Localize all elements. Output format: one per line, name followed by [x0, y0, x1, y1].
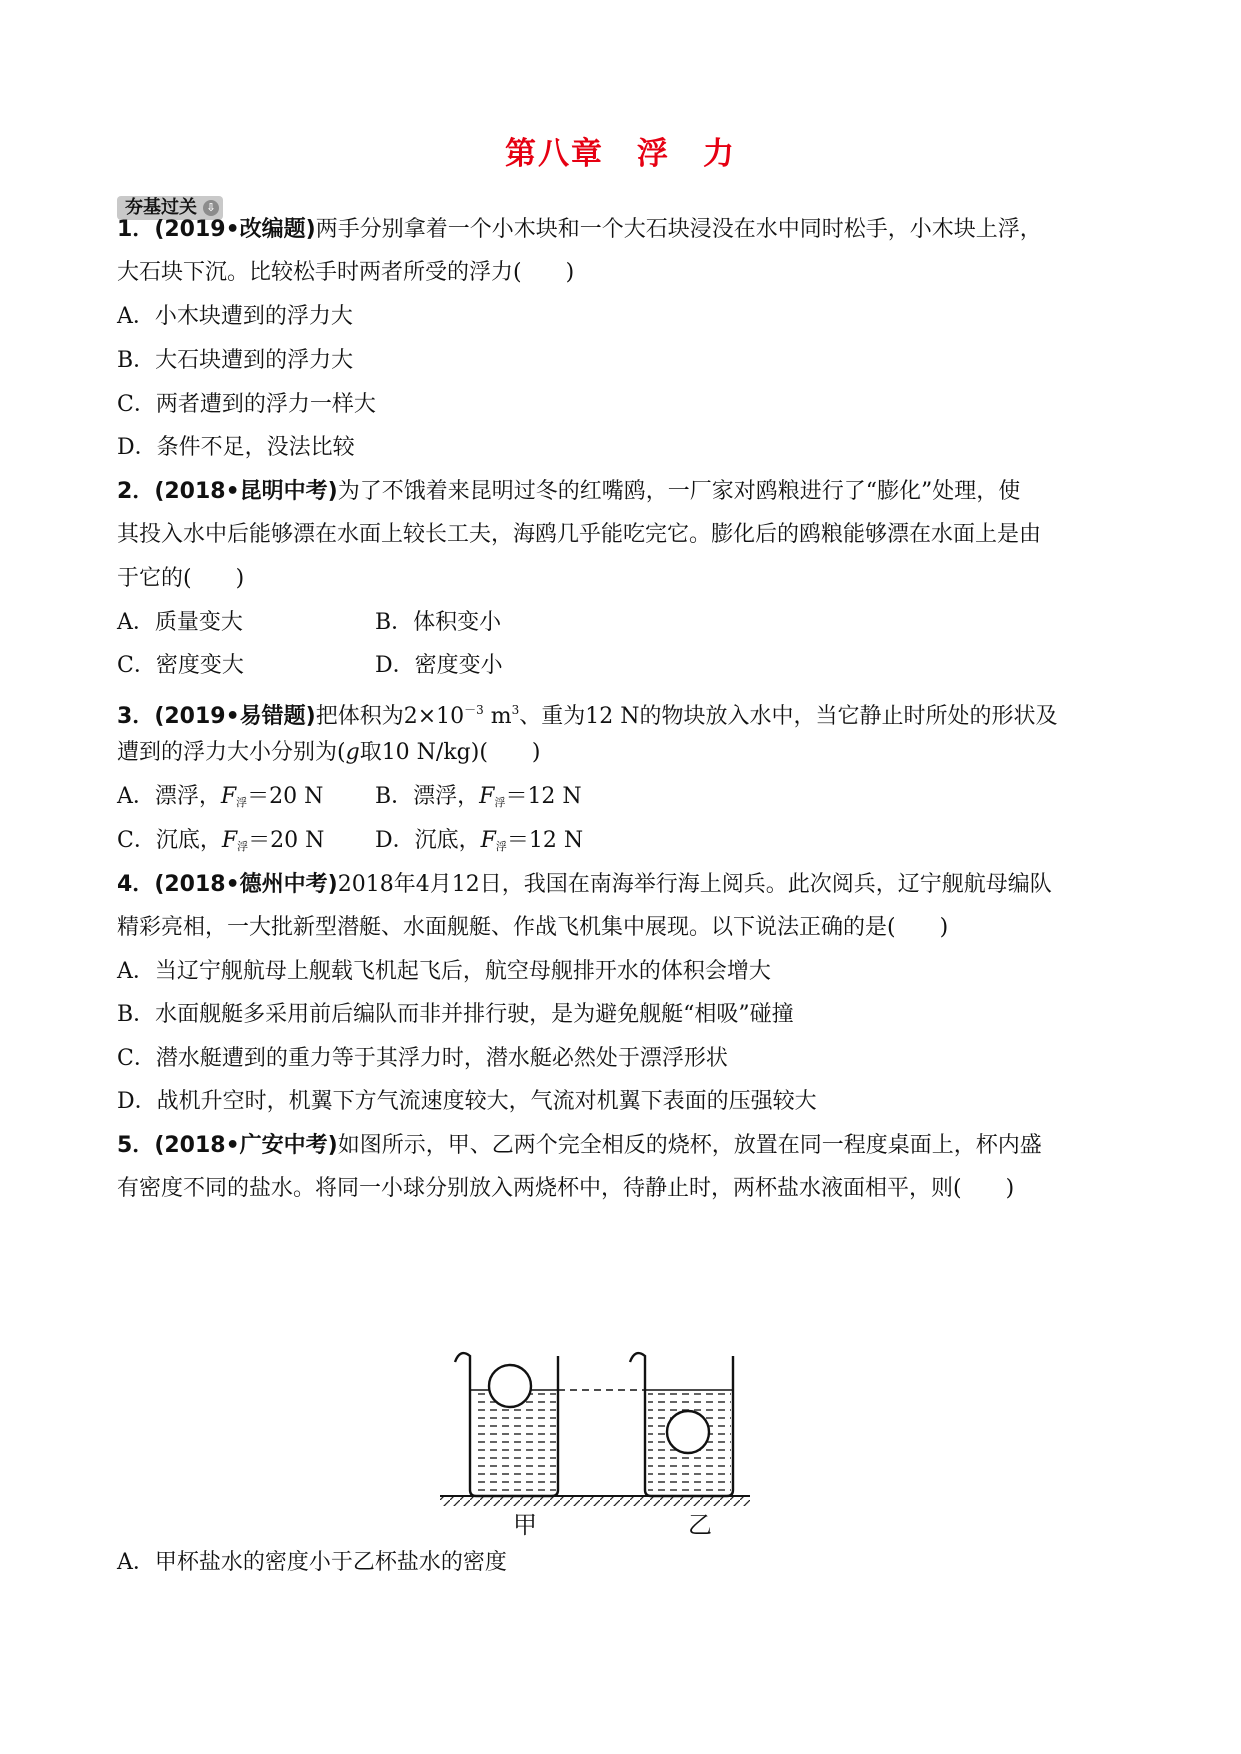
- q2-line2: 其投入水中后能够漂在水面上较长工夫，海鸥几乎能吃完它。膨化后的鸥粮能够漂在水面上是由: [117, 522, 1042, 547]
- q3-text1-mid: m: [483, 704, 512, 729]
- q1-option-a: A．小木块遭到的浮力大: [117, 304, 353, 329]
- q2-option-c: C．密度变大: [117, 653, 244, 678]
- q1-option-d: D．条件不足，没法比较: [117, 435, 355, 460]
- q3-text2-pre: 遭到的浮力大小分别为(: [117, 740, 346, 765]
- q4-option-d: D．战机升空时，机翼下方气流速度较大，气流对机翼下表面的压强较大: [117, 1089, 817, 1114]
- q3-c-F: F: [221, 828, 238, 853]
- q4-text1: 2018年4月12日，我国在南海举行海上阅兵。此次阅兵，辽宁舰航母编队: [337, 872, 1052, 897]
- q3-b-F: F: [479, 784, 495, 809]
- q2-line1: [117, 477, 1020, 507]
- q3-c-label: C．沉底，: [117, 828, 222, 853]
- q3-exponent2: 3: [511, 703, 520, 717]
- beaker-jia: [455, 1353, 558, 1496]
- q1-source: (2019•改编题): [154, 217, 316, 242]
- q5-source: (2018•广安中考): [154, 1133, 338, 1158]
- q3-b-sub: 浮: [494, 796, 506, 809]
- q3-line2: [117, 738, 541, 768]
- figure-label-yi: 乙: [688, 1511, 712, 1539]
- q4-line1: [117, 870, 1052, 900]
- q1-line2: 大石块下沉。比较松手时两者所受的浮力( ): [117, 260, 575, 285]
- q3-c-sub: 浮: [237, 840, 249, 853]
- q3-line1: [117, 695, 1058, 732]
- q4-option-c: C．潜水艇遭到的重力等于其浮力时，潜水艇必然处于漂浮形状: [117, 1046, 728, 1071]
- q3-a-F: F: [220, 784, 237, 809]
- q1-option-b: B．大石块遭到的浮力大: [117, 348, 354, 373]
- q2-line3: 于它的( ): [117, 566, 245, 591]
- ball-jia: [489, 1365, 531, 1407]
- q1-text1: 两手分别拿着一个小木块和一个大石块浸没在水中同时松手，小木块上浮，: [315, 217, 1042, 242]
- figure-label-jia: 甲: [513, 1511, 537, 1539]
- q4-line2: 精彩亮相，一大批新型潜艇、水面舰艇、作战飞机集中展现。以下说法正确的是( ): [117, 915, 949, 940]
- q5-number: 5．: [117, 1133, 155, 1158]
- q3-g-symbol: g: [345, 740, 360, 765]
- chevron-down-icon: ⇩: [203, 200, 219, 216]
- q3-d-sub: 浮: [495, 840, 507, 853]
- q1-line1: [117, 215, 1042, 245]
- q3-text1-pre: 把体积为2×10: [315, 704, 465, 729]
- q3-option-b: [375, 782, 582, 818]
- beakers-figure: [440, 1350, 800, 1540]
- q2-source: (2018•昆明中考): [154, 479, 338, 504]
- q3-c-value: ＝20 N: [248, 828, 325, 853]
- q2-number: 2．: [117, 479, 155, 504]
- ball-yi: [667, 1411, 709, 1453]
- q4-source: (2018•德州中考): [154, 872, 338, 897]
- q4-option-b: B．水面舰艇多采用前后编队而非并排行驶，是为避免舰艇“相吸”碰撞: [117, 1002, 794, 1027]
- q3-text1-post: 、重为12 N的物块放入水中，当它静止时所处的形状及: [519, 704, 1058, 729]
- beaker-yi: [630, 1353, 733, 1496]
- q2-option-d: D．密度变小: [375, 653, 503, 678]
- q3-a-value: ＝20 N: [247, 784, 324, 809]
- q3-text2-post: 取10 N/kg)( ): [359, 740, 541, 765]
- q5-option-a: A．甲杯盐水的密度小于乙杯盐水的密度: [117, 1550, 507, 1575]
- page-title: 第八章 浮 力: [505, 136, 736, 172]
- q3-a-label: A．漂浮，: [117, 784, 221, 809]
- q2-option-b: B．体积变小: [375, 610, 502, 635]
- q5-text1: 如图所示，甲、乙两个完全相反的烧杯，放置在同一程度桌面上，杯内盛: [337, 1133, 1042, 1158]
- q3-b-value: ＝12 N: [505, 784, 582, 809]
- q4-number: 4．: [117, 872, 155, 897]
- q3-number: 3．: [117, 704, 155, 729]
- q3-exponent: －3: [464, 703, 484, 717]
- q5-line2: 有密度不同的盐水。将同一小球分别放入两烧杯中，待静止时，两杯盐水液面相平，则( ): [117, 1176, 1015, 1201]
- q3-option-c: [117, 826, 324, 862]
- q3-option-a: [117, 782, 323, 818]
- q3-b-label: B．漂浮，: [375, 784, 480, 809]
- q2-option-a: A．质量变大: [117, 610, 243, 635]
- q3-d-value: ＝12 N: [506, 828, 584, 853]
- q2-text1: 为了不饿着来昆明过冬的红嘴鸥，一厂家对鸥粮进行了“膨化”处理，使: [337, 479, 1021, 504]
- q3-d-F: F: [480, 828, 496, 853]
- q1-option-c: C．两者遭到的浮力一样大: [117, 392, 376, 417]
- section-badge-label: 夯基过关: [125, 197, 197, 218]
- q3-a-sub: 浮: [236, 796, 248, 809]
- q5-line1: [117, 1131, 1042, 1161]
- q4-option-a: A．当辽宁舰航母上舰载飞机起飞后，航空母舰排开水的体积会增大: [117, 959, 771, 984]
- q3-d-label: D．沉底，: [375, 828, 481, 853]
- q3-option-d: [375, 826, 583, 862]
- q3-source: (2019•易错题): [154, 704, 316, 729]
- q1-number: 1．: [117, 217, 155, 242]
